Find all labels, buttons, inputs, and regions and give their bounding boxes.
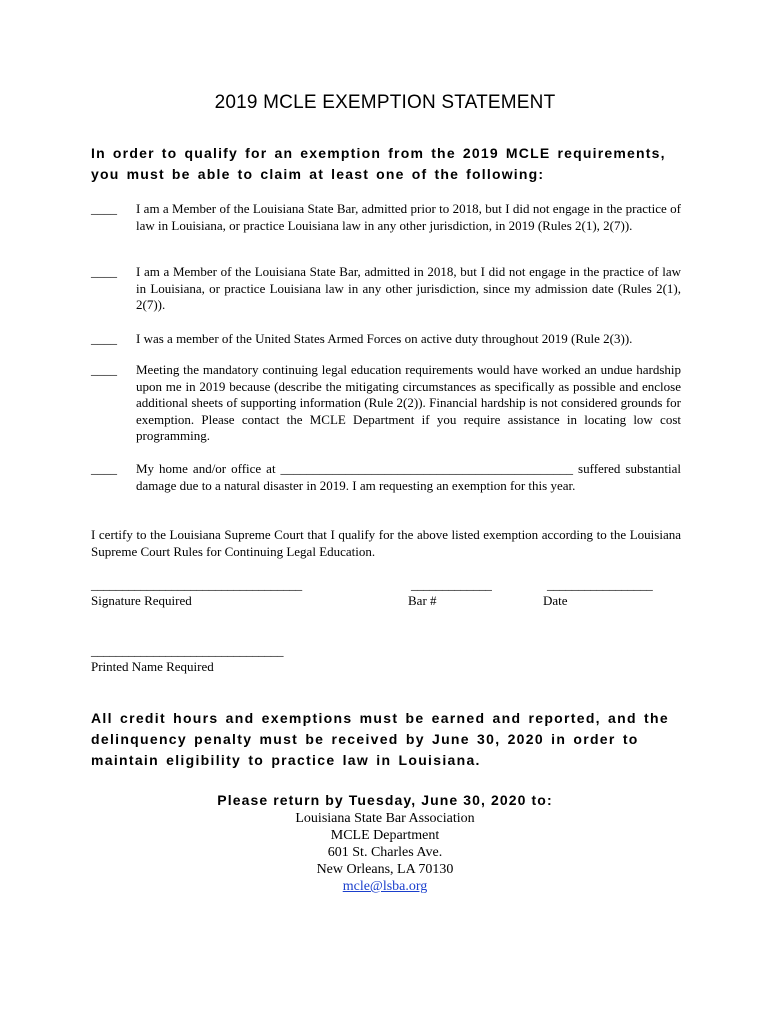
certification-statement: I certify to the Louisiana Supreme Court that I qualify for the above listed exemption according to the Louisiana Supreme Court Rules for Continuing Legal Education.	[91, 527, 681, 559]
printed-name-field[interactable]: _______________________________	[91, 643, 284, 658]
page-title: 2019 MCLE EXEMPTION STATEMENT	[214, 92, 556, 113]
intro-instructions: In order to qualify for an exemption from the 2019 MCLE requirements, you must be able to claim at least one of the following:	[91, 145, 666, 182]
date-field[interactable]: _________________	[547, 577, 653, 592]
option-5-check-blank[interactable]: ____	[91, 461, 117, 476]
address-street: 601 St. Charles Ave.	[327, 845, 443, 860]
date-label: Date	[543, 593, 568, 608]
address-org: Louisiana State Bar Association	[295, 811, 475, 826]
option-3-text: I was a member of the United States Armed Forces on active duty throughout 2019 (Rule 2(3)).	[136, 331, 633, 346]
option-2-text: I am a Member of the Louisiana State Bar, admitted in 2018, but I did not engage in the practice of law in Louisiana, or practice Louisiana law in any other jurisdiction, since my admission date (Rules 2(1), 2(7)).	[136, 264, 681, 312]
return-heading: Please return by Tuesday, June 30, 2020 to:	[217, 792, 553, 808]
email-link[interactable]: mcle@lsba.org	[342, 879, 428, 894]
printed-name-label: Printed Name Required	[91, 659, 214, 674]
option-3-check-blank[interactable]: ____	[91, 331, 117, 346]
bar-number-field[interactable]: _____________	[411, 577, 492, 592]
address-city: New Orleans, LA 70130	[316, 862, 454, 877]
signature-field[interactable]: __________________________________	[91, 577, 302, 592]
option-4-text: Meeting the mandatory continuing legal education requirements would have worked an undue hardship upon me in 2019 because (describe the mitigating circumstances as specifically as possible and enclose additional sheets of supporting information (Rule 2(2)). Financial hardship is not considered grounds for exemption. Please contact the MCLE Department if you require assistance in locating low cost programming.	[136, 362, 681, 443]
option-2-check-blank[interactable]: ____	[91, 264, 117, 279]
deadline-notice: All credit hours and exemptions must be earned and reported, and the delinquency penalty must be received by June 30, 2020 in order to maintain eligibility to practice law in Louisiana.	[91, 710, 669, 768]
bar-number-label: Bar #	[408, 593, 437, 608]
address-department: MCLE Department	[330, 828, 440, 843]
option-5-text: My home and/or office at _____________________________________________ suffered substantial damage due to a natural disaster in 2019. I am requesting an exemption for this year.	[136, 461, 681, 493]
option-1-check-blank[interactable]: ____	[91, 201, 117, 216]
option-1-text: I am a Member of the Louisiana State Bar, admitted prior to 2018, but I did not engage in the practice of law in Louisiana, or practice Louisiana law in any other jurisdiction, in 2019 (Rules 2(1), 2(7)).	[136, 201, 681, 233]
signature-label: Signature Required	[91, 593, 192, 608]
option-4-check-blank[interactable]: ____	[91, 362, 117, 377]
